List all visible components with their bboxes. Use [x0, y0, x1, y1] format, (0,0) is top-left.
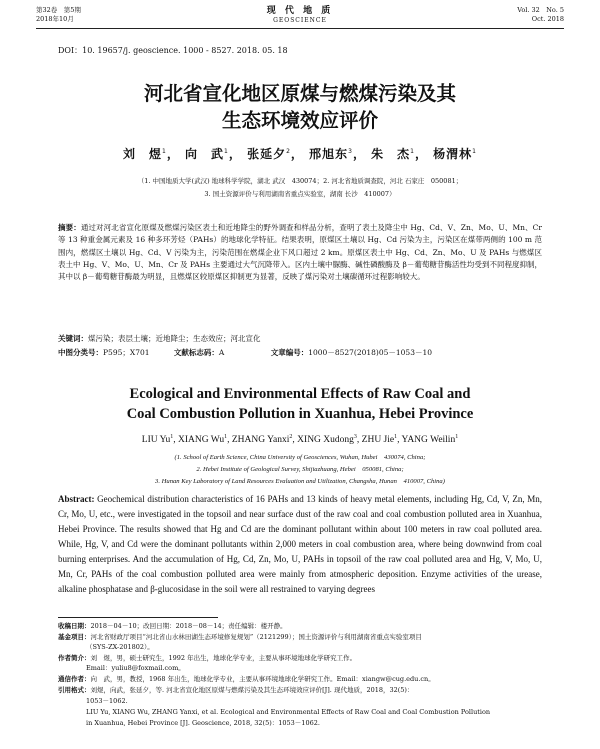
footnote-corresponding: 通信作者：向 武，男，教授，1968 年出生，地球化学专业，主要从事环境地球化学研究工作。Email：xiangw@cug.edu.cn。 [58, 675, 435, 683]
affiliation-en-line2: 2. Hebei Institute of Geological Survey, Shijiazhuang, Hebei 050081, China; [196, 466, 404, 473]
abstract-zh [58, 222, 542, 283]
authors-zh: 刘 煜$^1$， 向 武$^1$， 张延夕$^2$， 邢旭东$^3$， 朱 杰$^1$， 杨渭林$^1$ [123, 147, 477, 161]
footnote-citation-en-cont: in Xuanhua, Hebei Province [J]. Geoscience, 2018, 32(5)：1053－1062. [86, 719, 320, 727]
header-rule [36, 28, 564, 29]
footnote-citation-en: LIU Yu, XIANG Wu, ZHANG Yanxi, et al. Ecological and Environmental Effects of Raw Coal and Coal Combustion Pollution [86, 708, 491, 716]
author-zh: 杨渭林$^1$ [433, 147, 477, 161]
keywords-zh: 关键词：煤污染；表层土壤；近地降尘；生态效应；河北宣化 [58, 334, 261, 343]
header-right [517, 6, 564, 24]
footnote-citation-cont: 1053－1062. [86, 697, 128, 705]
abstract-zh-label: 摘要： [58, 223, 81, 232]
author-en: ZHU Jie$^1$ [361, 434, 398, 446]
author-zh: 向 武$^1$ [185, 147, 229, 161]
title-en-line2: Coal Combustion Pollution in Xuanhua, Hebei Province [126, 406, 474, 422]
affiliation-zh-line1: （1. 中国地质大学(武汉) 地球科学学院，湖北 武汉 430074；2. 河北省地质调查院，河北 石家庄 050081； [137, 177, 463, 185]
affiliation-zh-line2: 3. 国土资源评价与利用湖南省重点实验室，湖南 长沙 410007） [204, 190, 396, 198]
title-en-line1: Ecological and Environmental Effects of Raw Coal and [129, 386, 471, 402]
author-en: YANG Weilin$^1$ [401, 434, 459, 446]
volume-zh: 第32卷 第5期 [36, 6, 81, 14]
volume-en: Vol. 32 No. 5 [517, 6, 564, 14]
journal-name-zh: 现 代 地 质 [266, 6, 334, 16]
running-header [36, 6, 564, 28]
authors-en: LIU Yu$^1$, XIANG Wu$^1$, ZHANG Yanxi$^2$, XING Xudong$^3$, ZHU Jie$^1$, YANG Weilin$^1$ [141, 434, 459, 446]
journal-name-en: GEOSCIENCE [273, 17, 327, 24]
abstract-en-text: Geochemical distribution characteristics of 16 PAHs and 13 kinds of heavy metal elements, including Hg, Cd, V, Zn, Mn, Cr, Mo, U, etc., were investigated in the topsoil and near surface dust of the raw coal and coal combustion polluted area in Xuanhua, Hebei Province. The results showed that Hg and Cd are the dominant pollutant within about 100 meters in raw coal polluted area. While, Hg, V, and Cd were the dominant pollutants within 2,000 meters in coal combustion area, where being downwind from coal burning enterprises. And the accumulation of Hg, Cd, Zn, Mo, U, PAHs in topsoil of the raw coal polluted area and Hg, V, Mo, U, Mn, Cr, PAHs of the coal combustion polluted area were mainly from atmospheric deposition. Enzyme activities of the urease, alkaline phosphatase and β-glucosidase in the soil were all restrained to varying degrees [58, 494, 542, 594]
affiliation-en-line1: (1. School of Earth Science, China University of Geosciences, Wuhan, Hubei 430074, China; [174, 454, 426, 461]
footnote-fund: 基金项目：河北省财政厅项目“河北省山水林田湖生态环境修复规划”（2121299）；国土资源评价与利用湖南省重点实验室项目 [58, 633, 422, 641]
author-zh: 刘 煜$^1$ [123, 147, 167, 161]
title-zh-line1: 河北省宣化地区原煤与燃煤污染及其 [143, 82, 456, 105]
doi: DOI：10. 19657/j. geoscience. 1000 - 8527. 2018. 05. 18 [58, 46, 288, 55]
footnote-author: 作者简介：刘 煜，男，硕士研究生，1992 年出生，地球化学专业，主要从事环境地球化学研究工作。 [58, 654, 357, 662]
author-zh: 张延夕$^2$ [247, 147, 291, 161]
abstract-en-label: Abstract: [58, 494, 95, 504]
author-en: LIU Yu$^1$ [141, 434, 174, 446]
affiliation-en-line3: 3. Hunan Key Laboratory of Land Resources Evaluation and Utilization, Changsha, Hunan 410007, China) [155, 478, 445, 485]
author-en: XIANG Wu$^1$ [177, 434, 228, 446]
classification-line: 中图分类号：P595；X701 文献标志码：A 文章编号：1000－8527(2018)05－1053－10 [58, 348, 433, 357]
abstract-en [58, 492, 542, 597]
header-center [36, 6, 564, 25]
title-zh-line2: 生态环境效应评价 [221, 109, 378, 132]
abstract-zh-text: 通过对河北省宣化原煤及燃煤污染区表土和近地降尘的野外调查和样品分析，查明了表土及降尘中 Hg、Cd、V、Zn、Mo、U、Mn、Cr 等 13 种重金属元素及 16 种多环芳烃（PAHs）的地球化学特征。结果表明，原煤区土壤以 Hg、Cd 污染为主，污染区在煤带两侧的 100 m 范围内，燃煤区土壤以 Hg、Cd、V 污染为主，污染范围在燃煤企业下风口超过 2 km。原煤区表土中 Hg、Cd、Zn、Mo、U 及 PAHs 与燃煤区表土中 Hg、V、Mo、U、Mn、Cr 及 PAHs 主要通过大气沉降带入。区内土壤中脲酶、碱性磷酸酶及 β－葡萄糖苷酶活性均受到不同程度抑制，其中以 β－葡萄糖苷酶最为明显，且燃煤区较原煤区抑制更为显著，反映了煤污染对土壤碳循环过程影响较大。 [58, 223, 543, 282]
footnote-received: 收稿日期：2018－04－10；改回日期：2018－08－14；责任编辑：楼开静。 [58, 622, 287, 630]
date-zh: 2018年10月 [36, 15, 74, 23]
author-en: XING Xudong$^3$ [297, 434, 357, 446]
author-zh: 邢旭东$^3$ [309, 147, 353, 161]
author-zh: 朱 杰$^1$ [371, 147, 415, 161]
date-en: Oct. 2018 [531, 15, 564, 23]
footnote-citation: 引用格式：刘煜，向武，张延夕，等. 河北省宣化地区原煤与燃煤污染及其生态环境效应评价[J]. 现代地质，2018，32(5)： [58, 686, 414, 694]
footnote-rule [58, 617, 218, 618]
footnote-author-email: Email：yuliu8@foxmail.com。 [86, 664, 185, 672]
author-en: ZHANG Yanxi$^2$ [231, 434, 293, 446]
footnote-fund-cont: （SYS-ZX-201802）。 [86, 643, 154, 651]
